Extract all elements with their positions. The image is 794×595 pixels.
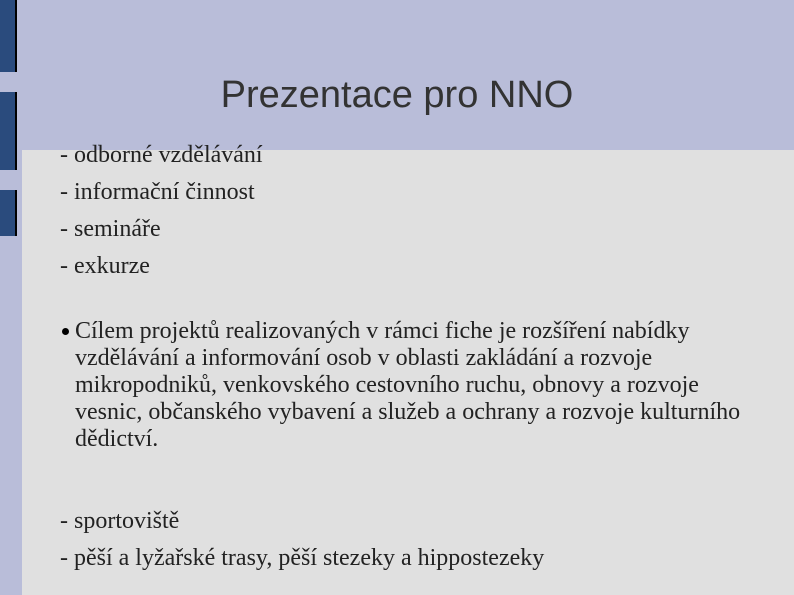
list-item: - informační činnost — [60, 179, 255, 205]
edge-bar-1 — [0, 0, 17, 72]
main-paragraph — [62, 318, 762, 453]
list-item: - exkurze — [60, 253, 150, 279]
list-item: - semináře — [60, 216, 161, 242]
bottom-bullet-list — [60, 503, 544, 577]
list-item: - pěší a lyžařské trasy, pěší stezeky a hippostezeky — [60, 545, 545, 571]
edge-bar-3 — [0, 190, 17, 236]
paragraph-text: Cílem projektů realizovaných v rámci fiche je rozšíření nabídky vzdělávání a informování osob v oblasti zakládání a rozvoje mikropodniků, venkovského cestovního ruchu, obnovy a rozvoje vesnic, občanského vybavení a služeb a ochrany a rozvoje kulturního dědictví. — [75, 318, 741, 452]
bullet-dot-icon — [62, 328, 69, 335]
slide-title: Prezentace pro NNO — [220, 74, 574, 116]
top-bullet-list — [60, 137, 263, 285]
list-item: - sportoviště — [60, 508, 180, 534]
list-item: - odborné vzdělávání — [60, 142, 263, 168]
